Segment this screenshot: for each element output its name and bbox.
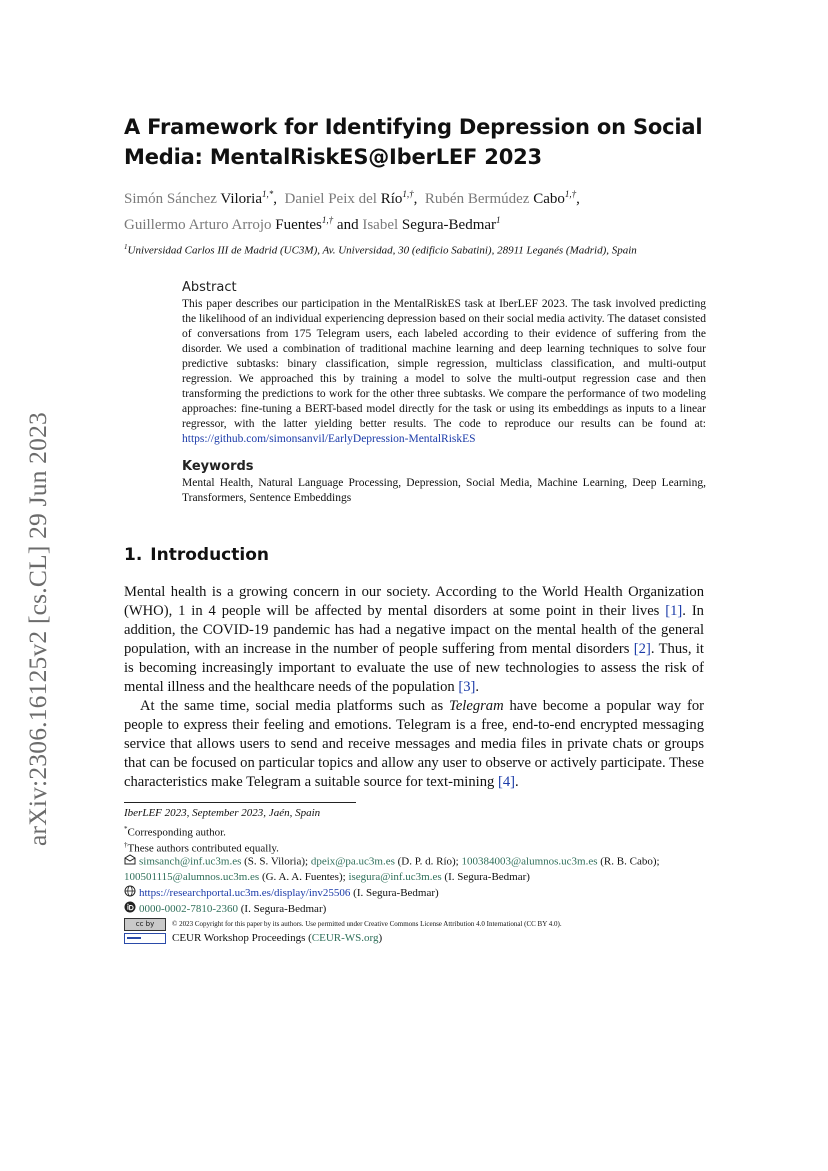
cc-by-license-badge: cc by	[124, 918, 166, 931]
orcid-icon	[124, 901, 136, 918]
author-fuentes: Guillermo Arturo Arrojo Fuentes$^{1,\dagger}$	[124, 215, 334, 233]
arxiv-identifier: arXiv:2306.16125v2 [cs.CL] 29 Jun 2023	[23, 412, 52, 846]
orcid-link[interactable]: 0000-0002-7810-2360	[139, 903, 238, 916]
github-link[interactable]: https://github.com/simonsanvil/EarlyDepression-MentalRiskES	[182, 433, 476, 445]
email-link-viloria[interactable]: simsanch@inf.uc3m.es	[139, 855, 242, 868]
footnote-divider	[124, 802, 356, 803]
citation-2[interactable]: [2]	[633, 641, 651, 657]
globe-icon	[124, 885, 136, 902]
citation-4[interactable]: [4]	[497, 774, 515, 790]
footnote-emails-continued: 100501115@alumnos.uc3m.es (G. A. A. Fuentes); isegura@inf.uc3m.es (I. Segura-Bedmar)	[124, 871, 530, 883]
footnote-equal-contribution: †These authors contributed equally.	[124, 841, 279, 855]
abstract-heading: Abstract	[182, 280, 237, 295]
keywords-heading: Keywords	[182, 459, 254, 474]
title-line-1: A Framework for Identifying Depression on Social	[124, 115, 703, 139]
author-list: Simón Sánchez Viloria$^{1,*}$, Daniel Peix del Río$^{1,\dagger}$, Rubén Bermúdez Cabo$^{1,\dagger}$, Guillermo Arturo Arrojo Fuentes$^{1,\dagger}$ and Isabel Segura-Bedmar$^1$	[124, 189, 580, 233]
keywords-list: Mental Health, Natural Language Processing, Depression, Social Media, Machine Learning, Deep Learning, Transformers, Sentence Embeddings	[182, 477, 706, 504]
ceur-logo-icon	[124, 933, 166, 944]
footnote-corresponding: *Corresponding author.	[124, 825, 226, 839]
footnote-venue: IberLEF 2023, September 2023, Jaén, Spain	[124, 807, 321, 819]
footnote-emails: simsanch@inf.uc3m.es (S. S. Viloria); dpeix@pa.uc3m.es (D. P. d. Río); 100384003@alumnos.uc3m.es (R. B. Cabo);	[124, 854, 724, 870]
title-line-2: Media: MentalRiskES@IberLEF 2023	[124, 145, 542, 169]
section-heading-introduction	[124, 545, 277, 565]
intro-paragraph-1: Mental health is a growing concern in our society. According to the World Health Organization (WHO), 1 in 4 people will be affected by mental disorders at some point in their lives [1]. In addition, the COVID-19 pandemic has had a negative impact on the mental health of the general population, with an increase in the number of people suffering from mental disorders [2]. Thus, it is becoming increasingly important to evaluate the use of new technologies to assess the risk of mental illness and the healthcare needs of the population [3].	[124, 584, 704, 695]
email-link-cabo[interactable]: 100384003@alumnos.uc3m.es	[461, 855, 598, 868]
abstract-body: This paper describes our participation in the MentalRiskES task at IberLEF 2023. The task involved predicting the likelihood of an individual experiencing depression based on their social media activity. The dataset consisted of conversations from 175 Telegram users, each labeled according to their evidence of suffering from the disorder. We used a combination of traditional machine learning and deep learning techniques to solve four predictive subtasks: binary classification, simple regression, multiclass classification, and multi-output regression. We approached this by training a model to solve the multi-output regression case and then transforming the predictions to work for the other three subtasks. We compare the performance of two modeling approaches: fine-tuning a BERT-based model directly for the task or using its embeddings as inputs to a linear regressor, with the latter yielding better results. The code to reproduce our results can be found at: https://github.com/simonsanvil/EarlyDepression-MentalRiskES	[182, 298, 706, 445]
paper-title	[124, 112, 724, 172]
footnote-orcid: 0000-0002-7810-2360 (I. Segura-Bedmar)	[124, 901, 724, 918]
author-segura-bedmar: Isabel Segura-Bedmar$^1$	[362, 215, 501, 233]
envelope-icon	[124, 854, 136, 870]
section-number: 1.	[124, 545, 143, 565]
author-cabo: Rubén Bermúdez Cabo$^{1,\dagger}$	[424, 189, 577, 207]
citation-3[interactable]: [3]	[458, 679, 476, 695]
section-title: Introduction	[150, 545, 269, 565]
email-link-fuentes[interactable]: 100501115@alumnos.uc3m.es	[124, 871, 260, 883]
author-rio: Daniel Peix del Río$^{1,\dagger}$	[284, 189, 414, 207]
email-link-segura-bedmar[interactable]: isegura@inf.uc3m.es	[348, 871, 442, 883]
homepage-link[interactable]: https://researchportal.uc3m.es/display/inv25506	[139, 887, 351, 900]
footnote-ceur: CEUR Workshop Proceedings (CEUR-WS.org)	[124, 931, 724, 946]
email-link-rio[interactable]: dpeix@pa.uc3m.es	[310, 855, 395, 868]
ceur-link[interactable]: CEUR-WS.org	[311, 932, 379, 944]
author-viloria: Simón Sánchez Viloria$^{1,*}$	[124, 189, 274, 207]
affiliation: $^1$Universidad Carlos III de Madrid (UC3M), Av. Universidad, 30 (edificio Sabatini), 28911 Leganés (Madrid), Spain	[124, 243, 637, 257]
footnote-homepage: https://researchportal.uc3m.es/display/inv25506 (I. Segura-Bedmar)	[124, 885, 724, 902]
citation-1[interactable]: [1]	[665, 603, 683, 619]
intro-paragraph-2: At the same time, social media platforms such as Telegram have become a popular way for people to express their feeling and emotions. Telegram is a free, end-to-end encrypted messaging service that allows users to send and receive messages and media files in private chats or groups that can be focused on particular topics and allow any user to observe or actively participate. These characteristics make Telegram a suitable source for text-mining [4].	[124, 698, 704, 790]
author-conjunction: and	[336, 217, 359, 233]
footnote-copyright: cc by © 2023 Copyright for this paper by its authors. Use permitted under Creative Commons License Attribution 4.0 International (CC BY 4.0).	[124, 917, 724, 932]
